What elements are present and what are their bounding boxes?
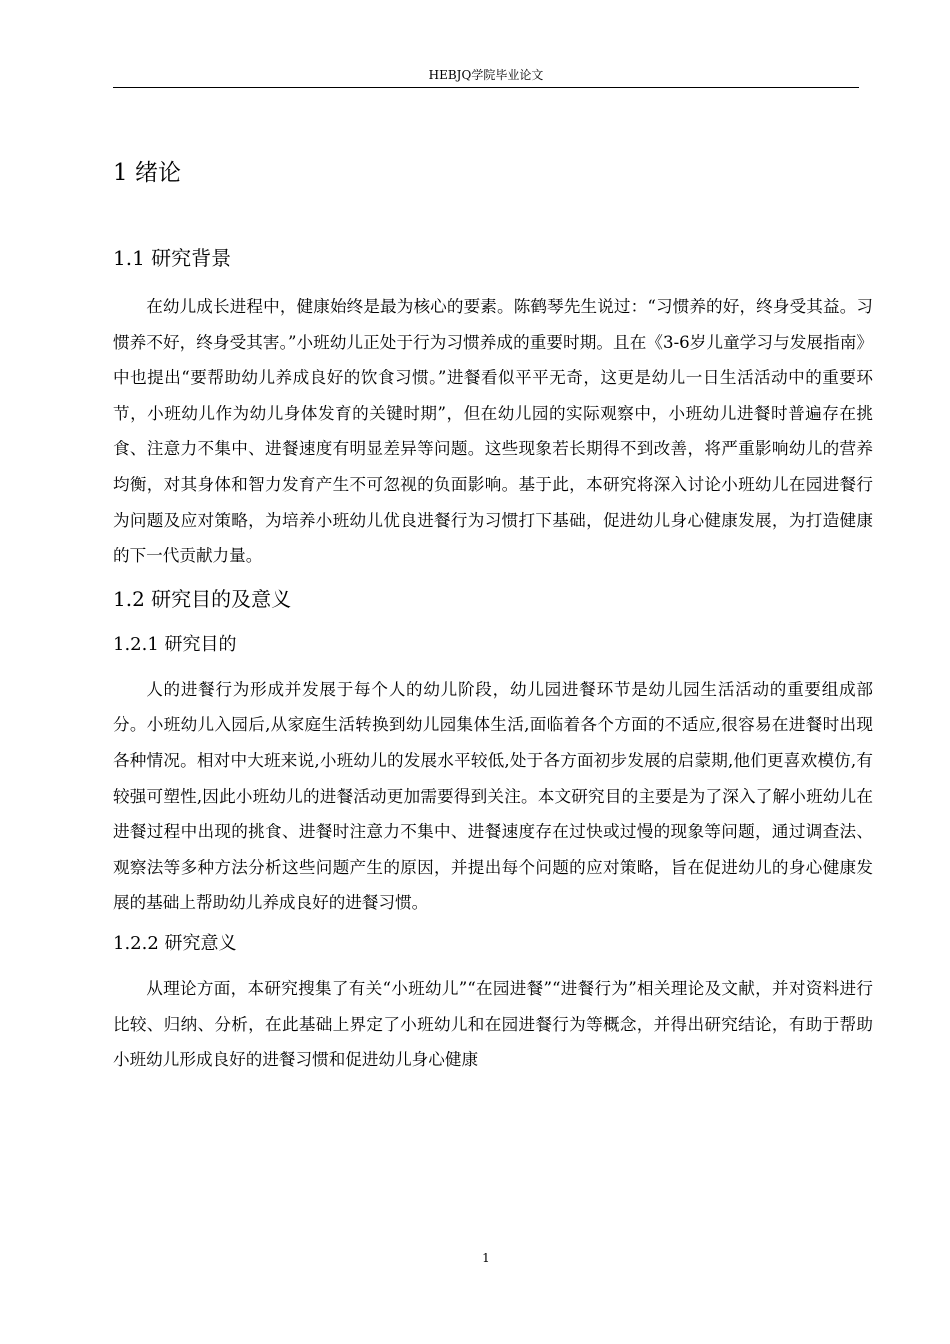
chapter-title: 1 绪论 xyxy=(113,160,181,186)
paragraph-research-background: 在幼儿成长进程中，健康始终是最为核心的要素。陈鹤琴先生说过：“习惯养的好，终身受其益。习惯养不好，终身受其害。”小班幼儿正处于行为习惯养成的重要时期。且在《3-6岁儿童学习与发展指南》中也提出“要帮助幼儿养成良好的饮食习惯。”进餐看似平平无奇，这更是幼儿一日生活活动中的重要环节，小班幼儿作为幼儿身体发育的关键时期”，但在幼儿园的实际观察中，小班幼儿进餐时普遍存在挑食、注意力不集中、进餐速度有明显差异等问题。这些现象若长期得不到改善，将严重影响幼儿的营养均衡，对其身体和智力发育产生不可忽视的负面影响。基于此，本研究将深入讨论小班幼儿在园进餐行为问题及应对策略，为培养小班幼儿优良进餐行为习惯打下基础，促进幼儿身心健康发展，为打造健康的下一代贡献力量。 xyxy=(113,297,873,566)
page-number: 1 xyxy=(482,1251,490,1265)
running-header: HEBJQ学院毕业论文 xyxy=(428,68,544,82)
subsection-title-1-2-1: 1.2.1 研究目的 xyxy=(113,633,237,655)
paragraph-research-purpose: 人的进餐行为形成并发展于每个人的幼儿阶段，幼儿园进餐环节是幼儿园生活活动的重要组成部分。小班幼儿入园后,从家庭生活转换到幼儿园集体生活,面临着各个方面的不适应,很容易在进餐时出现各种情况。相对中大班来说,小班幼儿的发展水平较低,处于各方面初步发展的启蒙期,他们更喜欢模仿,有较强可塑性,因此小班幼儿的进餐活动更加需要得到关注。本文研究目的主要是为了深入了解小班幼儿在进餐过程中出现的挑食、进餐时注意力不集中、进餐速度存在过快或过慢的现象等问题，通过调查法、观察法等多种方法分析这些问题产生的原因，并提出每个问题的应对策略，旨在促进幼儿的身心健康发展的基础上帮助幼儿养成良好的进餐习惯。 xyxy=(113,679,873,913)
paragraph-research-significance: 从理论方面，本研究搜集了有关“小班幼儿”“在园进餐”“进餐行为”相关理论及文献，并对资料进行比较、归纳、分析，在此基础上界定了小班幼儿和在园进餐行为等概念，并得出研究结论，有助于帮助小班幼儿形成良好的进餐习惯和促进幼儿身心健康 xyxy=(113,978,873,1070)
page-body xyxy=(113,150,873,1086)
subsection-title-1-2-2: 1.2.2 研究意义 xyxy=(113,932,237,954)
section-title-1-2: 1.2 研究目的及意义 xyxy=(113,586,292,611)
header-rule xyxy=(113,87,859,88)
section-title-1-1: 1.1 研究背景 xyxy=(113,246,232,270)
